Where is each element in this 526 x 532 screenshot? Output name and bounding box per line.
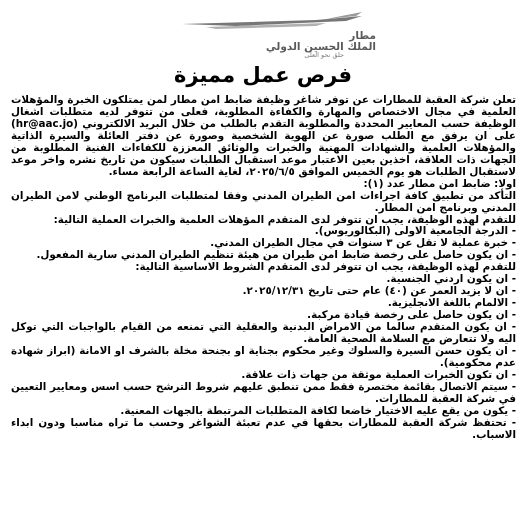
- logo-name: [176, 31, 376, 53]
- condition-item: - تحتفظ شركة العقبة للمطارات بحقها في عدم تعبئة الشواغر وحسب ما تراه مناسبا ودون ابداء الاسباب.: [11, 416, 516, 441]
- intro-paragraph: تعلن شركة العقبة للمطارات عن توفر شاغر وظيفة ضابط امن مطار لمن يمتلكون الخبرة والمؤهلات العلمية في مجال الاختصاص والمهارة والكفاءة المطلوبة، فعلى من تتوفر لديه متطلبات اشغال الوظيفة حسب المعايير المحددة والمطلوبة التقدم بالطلب من خلال البريد الالكتروني (hr@aac.jo) على ان يرفق مع الطلب صورة عن الهوية الشخصية وصورة عن دفتر العائلة والسيرة الذاتية والمؤهلات العلمية والشهادات المهنية والخبرات والوثائق المعززة للكفاءات الفنية المطلوبة من الجهات ذات العلاقة، اخذين بعين الاعتبار موعد استقبال الطلبات سيكون من تاريخ نشره واخر موعد لاستقبال الطلبات هو يوم الخميس الموافق ٢٠٢٥/٦/٥، لغاية الساعة الرابعة مساء.: [11, 94, 516, 178]
- logo-name-line1: مطار: [349, 30, 376, 42]
- job-description: التأكد من تطبيق كافة اجراءات امن الطيران المدني وفقا لمتطلبات البرنامج الوطني لامن الطيران المدني وبرنامج امن المطار.: [11, 189, 516, 214]
- condition-item: - ان تكون الخبرات العملية موثقة من جهات ذات علاقة.: [241, 368, 516, 381]
- ad-title: فرص عمل مميزة: [174, 63, 352, 87]
- condition-item: - ان يكون المتقدم سالما من الامراض البدنية والعقلية التي تمنعه من القيام بالواجبات التي توكل اليه ولا تتعارض مع السلامة الصحية العامة.: [11, 321, 516, 346]
- qualification-item: - خبرة عملية لا تقل عن ٣ سنوات في مجال الطيران المدني.: [210, 237, 516, 250]
- qualification-item: - ان يكون حاصل على رخصة ضابط امن طيران من هيئة تنظيم الطيران المدني سارية المفعول.: [36, 249, 516, 262]
- logo-name-line2: الملك الحسين الدولي: [265, 41, 376, 53]
- airport-logo: [176, 5, 376, 57]
- condition-item: - ان لا يزيد العمر عن (٤٠) عام حتى تاريخ ٢٠٢٥/١٢/٣١.: [242, 285, 516, 298]
- condition-item: - الالمام باللغة الانجليزية.: [387, 297, 516, 310]
- position-heading: اولا: ضابط امن مطار عدد (١):: [363, 177, 516, 190]
- qualifications-heading: للتقدم لهذه الوظيفة، يجب ان تتوفر لدى المتقدم المؤهلات العلمية والخبرات العملية التالية:: [53, 213, 516, 226]
- condition-item: - ان يكون حسن السيرة والسلوك وغير محكوم بجناية او بجنحة مخلة بالشرف او الامانة (ابراز شهادة عدم محكومية).: [11, 345, 516, 369]
- condition-item: - ان يكون اردني الجنسية.: [386, 273, 516, 286]
- logo-tagline: حلق نحو العلى: [304, 51, 344, 59]
- condition-item: - سيتم الاتصال بقائمة مختصرة فقط ممن تنطبق عليهم شروط الترشح حسب اسس ومعايير التعيين في شركة العقبة للمطارات.: [11, 380, 516, 405]
- qualification-item: - الدرجة الجامعية الاولى (البكالوريوس).: [314, 225, 516, 238]
- condition-item: - ان يكون حاصل على رخصة قيادة مركبة.: [307, 309, 516, 322]
- conditions-heading: للتقدم لهذه الوظيفة، يجب ان تتوفر لدى المتقدم الشروط الاساسية التالية:: [135, 261, 516, 274]
- condition-item: - يكون من يقع عليه الاختيار خاضعا لكافة المتطلبات المرتبطة بالجهات المعنية.: [120, 404, 516, 417]
- ad-body: [11, 95, 516, 442]
